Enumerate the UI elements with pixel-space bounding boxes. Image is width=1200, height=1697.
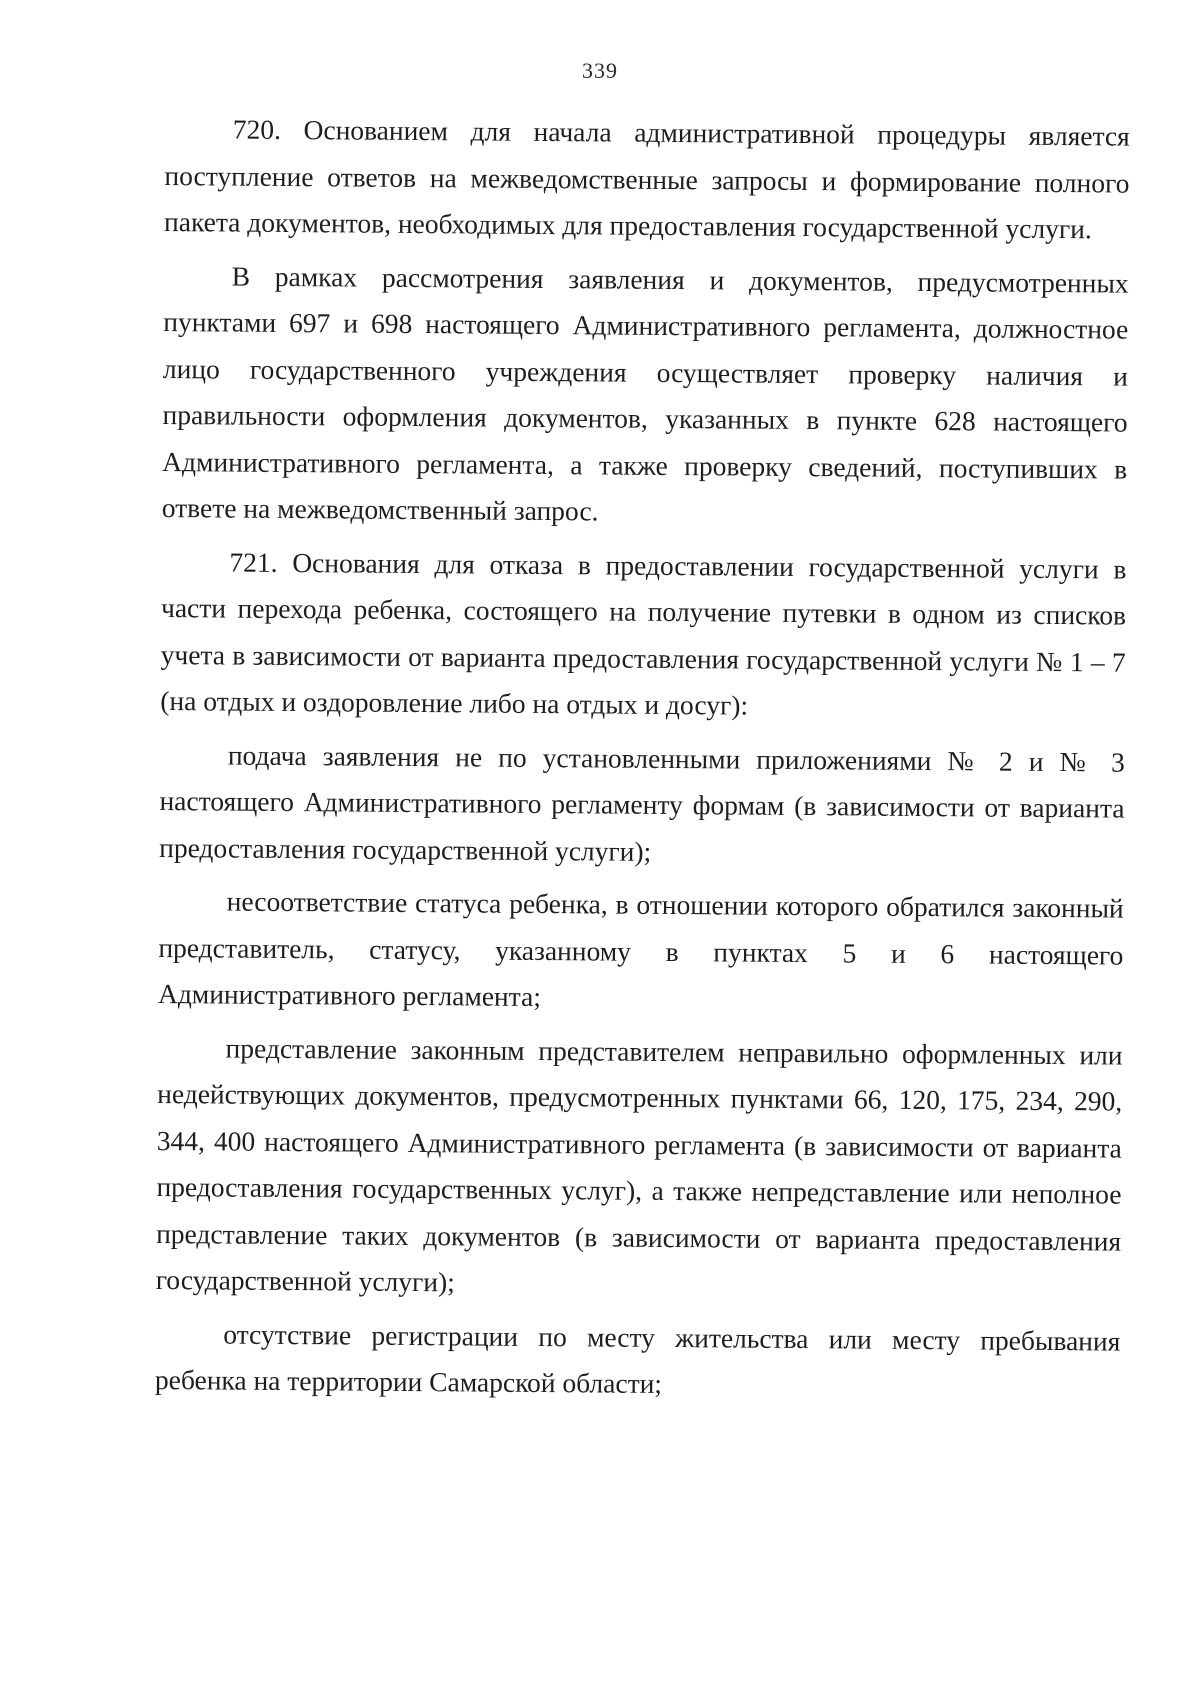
paragraph-720: 720. Основанием для начала административной процедуры является поступление ответов на межведомственные запросы и формирование полного пакета документов, необходимых для предоставления государственной услуги. bbox=[163, 113, 1130, 245]
paragraph-721: 721. Основания для отказа в предоставлении государственной услуги в части перехода ребенка, состоящего на получение путевки в одном из списков учета в зависимости от варианта предоставления государственной услуги № 1 – 7 (на отдых и оздоровление либо на отдых и досуг): bbox=[160, 546, 1127, 721]
paragraph-refusal-documents: представление законным представителем неправильно оформленных или недействующих документов, предусмотренных пунктами 66, 120, 175, 234, 290, 344, 400 настоящего Административного регламента (в зависимости от варианта предоставления государственных услуг), а также непредставление или неполное представление таких документов (в зависимости от варианта предоставления государственной услуги); bbox=[155, 1032, 1123, 1298]
paragraph-refusal-form: подача заявления не по установленными приложениями № 2 и № 3 настоящего Административного регламенту формам (в зависимости от варианта предоставления государственной услуги); bbox=[159, 739, 1126, 867]
page-number: 339 bbox=[582, 58, 618, 83]
paragraph-review-scope: В рамках рассмотрения заявления и документов, предусмотренных пунктами 697 и 698 настоящего Административного регламента, должностное лицо государственного учреждения осуществляет проверку наличия и правильности оформления документов, указанных в пункте 628 настоящего Административного регламента, а также проверку сведений, поступивших в ответе на межведомственный запрос. bbox=[161, 260, 1129, 527]
paragraph-refusal-status: несоответствие статуса ребенка, в отношении которого обратился законный представитель, статусу, указанному в пунктах 5 и 6 настоящего Административного регламента; bbox=[157, 885, 1124, 1012]
document-body bbox=[155, 106, 1130, 1418]
paragraph-refusal-registration: отсутствие регистрации по месту жительства или месту пребывания ребенка на территории Самарской области; bbox=[154, 1317, 1121, 1399]
